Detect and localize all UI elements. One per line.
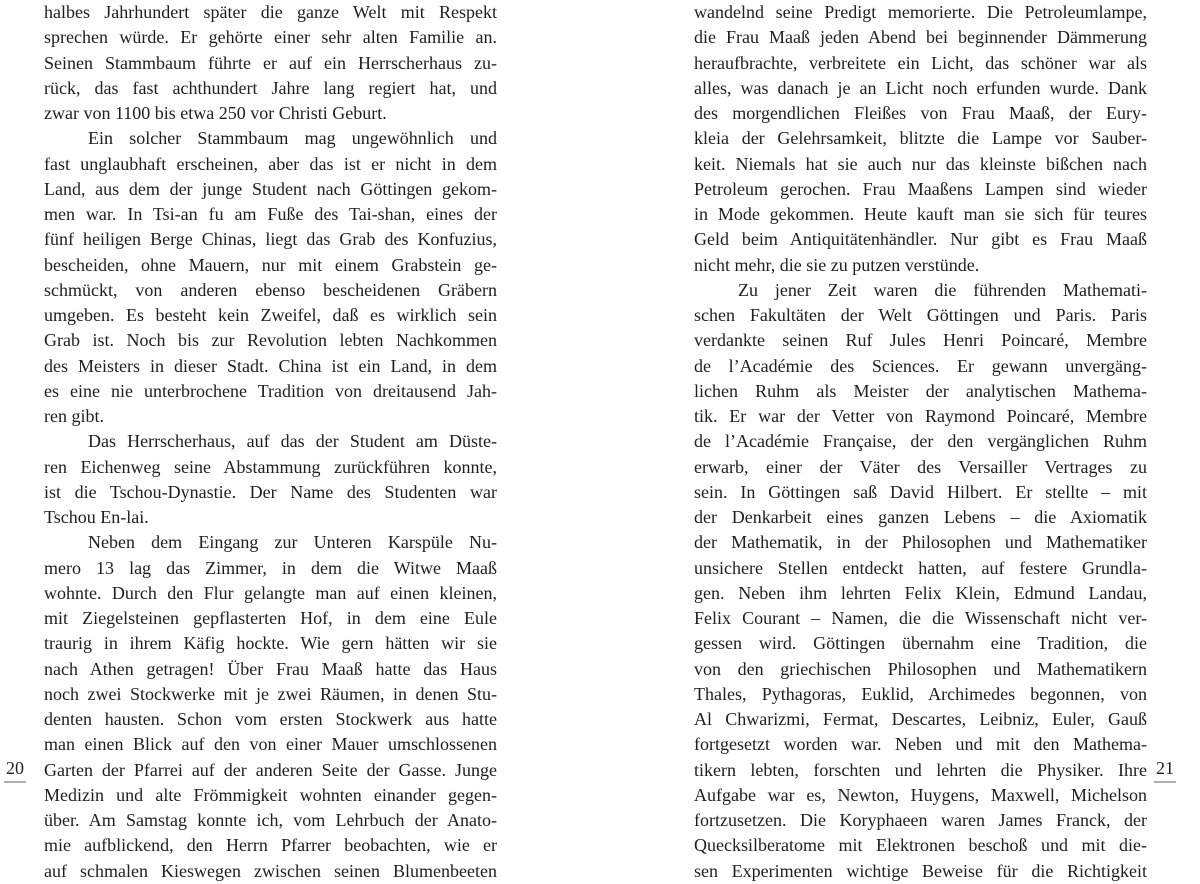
text-line: man einen Blick auf den von einer Mauer umschlossenen bbox=[44, 734, 497, 755]
text-line: des Meisters in dieser Stadt. China ist ein Land, in dem bbox=[44, 355, 497, 376]
text-line: mie aufblickend, den Herrn Pfarrer beobachten, wie er bbox=[44, 835, 497, 856]
text-line: nicht mehr, die sie zu putzen verstünde. bbox=[694, 254, 980, 275]
text-line: Thales, Pythagoras, Euklid, Archimedes begonnen, von bbox=[694, 683, 1147, 704]
page-number-label: 21 bbox=[1154, 757, 1176, 783]
text-line: bescheiden, ohne Mauern, nur mit einem Grabstein ge- bbox=[44, 254, 497, 275]
text-line: mero 13 lag das Zimmer, in dem die Witwe Maaß bbox=[44, 557, 497, 578]
text-line: Quecksilberatome mit Elektronen beschoß und mit die- bbox=[694, 835, 1147, 856]
text-line: gessen wird. Göttingen übernahm eine Tradition, die bbox=[694, 633, 1147, 654]
text-line: alles, was danach je an Licht noch erfunden wurde. Dank bbox=[694, 77, 1147, 98]
text-line: Grab ist. Noch bis zur Revolution lebten Nachkommen bbox=[44, 330, 497, 351]
text-line: Ein solcher Stammbaum mag ungewöhnlich und bbox=[88, 128, 497, 149]
text-line: unsichere Stellen entdeckt hatten, auf festere Grundla- bbox=[694, 557, 1147, 578]
text-line: Garten der Pfarrei auf der anderen Seite der Gasse. Junge bbox=[44, 759, 497, 780]
page-21-text-column bbox=[694, 0, 1147, 884]
text-line: tikern lebten, forschten und lehrten die Physiker. Ihre bbox=[694, 759, 1147, 780]
text-line: der Denkarbeit eines ganzen Lebens – die Axiomatik bbox=[694, 507, 1147, 527]
text-line: über. Am Samstag konnte ich, vom Lehrbuch der Anato- bbox=[44, 810, 497, 830]
text-line: traurig in ihrem Käfig hockte. Wie gern hätten wir sie bbox=[44, 633, 497, 654]
text-line: erwarb, einer der Väter des Versailler Vertrages zu bbox=[694, 456, 1147, 477]
text-line: Tschou En-lai. bbox=[44, 507, 149, 527]
page-number-right bbox=[1154, 757, 1176, 783]
text-line: sprechen würde. Er gehörte einer sehr alten Familie an. bbox=[44, 27, 497, 48]
text-line: kleia der Gelehrsamkeit, blitzte die Lampe vor Sauber- bbox=[694, 128, 1147, 149]
text-line: Seinen Stammbaum führte er auf ein Herrscherhaus zu- bbox=[44, 52, 497, 73]
text-line: in Mode gekommen. Heute kauft man sie sich für teures bbox=[694, 204, 1147, 224]
text-line: von den griechischen Philosophen und Mathematikern bbox=[694, 658, 1147, 679]
text-line: schmückt, von anderen ebenso bescheidenen Gräbern bbox=[44, 279, 497, 300]
text-line: halbes Jahrhundert später die ganze Welt mit Respekt bbox=[44, 2, 497, 22]
text-line: gen. Neben ihm lehrten Felix Klein, Edmund Landau, bbox=[694, 582, 1147, 603]
text-line: es eine nie unterbrochene Tradition von dreitausend Jah- bbox=[44, 380, 497, 401]
text-line: sen Experimenten wichtige Beweise für die Richtigkeit bbox=[694, 860, 1147, 881]
text-line: Medizin und alte Frömmigkeit wohnten einander gegen- bbox=[44, 784, 497, 805]
text-line: fortzusetzen. Die Koryphaeen waren James Franck, der bbox=[694, 810, 1147, 830]
text-line: fast unglaubhaft erscheinen, aber das ist er nicht in dem bbox=[44, 153, 497, 174]
text-line: Geld beim Antiquitätenhändler. Nur gibt es Frau Maaß bbox=[694, 229, 1147, 250]
page-number-left bbox=[4, 757, 26, 783]
text-line: der Mathematik, in der Philosophen und Mathematiker bbox=[694, 532, 1147, 553]
text-line: fortgesetzt worden war. Neben und mit den Mathema- bbox=[694, 734, 1147, 755]
text-line: heraufbrachte, verbreitete ein Licht, das schöner war als bbox=[694, 52, 1147, 73]
page-number-label: 20 bbox=[4, 757, 26, 783]
text-line: mit Ziegelsteinen gepflasterten Hof, in dem eine Eule bbox=[44, 608, 497, 628]
text-line: wohnte. Durch den Flur gelangte man auf einen kleinen, bbox=[44, 582, 497, 603]
text-line: men war. In Tsi-an fu am Fuße des Tai-shan, eines der bbox=[44, 204, 497, 224]
text-line: des morgendlichen Fleißes von Frau Maaß, der Eury- bbox=[694, 103, 1147, 123]
text-line: Das Herrscherhaus, auf das der Student am Düste- bbox=[88, 431, 497, 452]
text-line: rück, das fast achthundert Jahre lang regiert hat, und bbox=[44, 77, 497, 98]
text-line: schen Fakultäten der Welt Göttingen und Paris. Paris bbox=[694, 305, 1147, 325]
text-line: lichen Ruhm als Meister der analytischen Mathema- bbox=[694, 380, 1147, 401]
text-line: umgeben. Es besteht kein Zweifel, daß es wirklich sein bbox=[44, 305, 497, 325]
text-line: sein. In Göttingen saß David Hilbert. Er stellte – mit bbox=[694, 481, 1147, 502]
text-line: verdankte seinen Ruf Jules Henri Poincaré, Membre bbox=[694, 330, 1147, 351]
text-line: keit. Niemals hat sie auch nur das kleinste bißchen nach bbox=[694, 153, 1147, 174]
text-line: wandelnd seine Predigt memorierte. Die Petroleumlampe, bbox=[694, 2, 1147, 22]
page-20-text-column bbox=[44, 0, 497, 884]
text-line: auf schmalen Kieswegen zwischen seinen Blumenbeeten bbox=[44, 860, 497, 881]
text-line: die Frau Maaß jeden Abend bei beginnender Dämmerung bbox=[694, 27, 1147, 48]
text-line: Aufgabe war es, Newton, Huygens, Maxwell, Michelson bbox=[694, 784, 1147, 805]
text-line: Felix Courant – Namen, die die Wissenschaft nicht ver- bbox=[694, 608, 1147, 628]
text-line: Petroleum gerochen. Frau Maaßens Lampen sind wieder bbox=[694, 178, 1147, 199]
text-line: Al Chwarizmi, Fermat, Descartes, Leibniz, Euler, Gauß bbox=[694, 709, 1147, 729]
text-line: ist die Tschou-Dynastie. Der Name des Studenten war bbox=[44, 481, 497, 502]
text-line: de l’Académie des Sciences. Er gewann unvergäng- bbox=[694, 355, 1147, 376]
text-line: Neben dem Eingang zur Unteren Karspüle Nu- bbox=[88, 532, 497, 553]
text-line: de l’Académie Française, der den vergänglichen Ruhm bbox=[694, 431, 1147, 452]
text-line: ren Eichenweg seine Abstammung zurückführen konnte, bbox=[44, 456, 497, 477]
text-line: nach Athen getragen! Über Frau Maaß hatte das Haus bbox=[44, 658, 497, 679]
text-line: zwar von 1100 bis etwa 250 vor Christi Geburt. bbox=[44, 103, 387, 123]
text-line: tik. Er war der Vetter von Raymond Poincaré, Membre bbox=[694, 406, 1147, 426]
text-line: Land, aus dem der junge Student nach Göttingen gekom- bbox=[44, 178, 497, 199]
text-line: Zu jener Zeit waren die führenden Mathemati- bbox=[738, 279, 1147, 300]
text-line: ren gibt. bbox=[44, 406, 104, 426]
text-line: denten hausten. Schon vom ersten Stockwerk aus hatte bbox=[44, 709, 497, 729]
text-line: noch zwei Stockwerke mit je zwei Räumen, in denen Stu- bbox=[44, 683, 497, 704]
text-line: fünf heiligen Berge Chinas, liegt das Grab des Konfuzius, bbox=[44, 229, 497, 250]
